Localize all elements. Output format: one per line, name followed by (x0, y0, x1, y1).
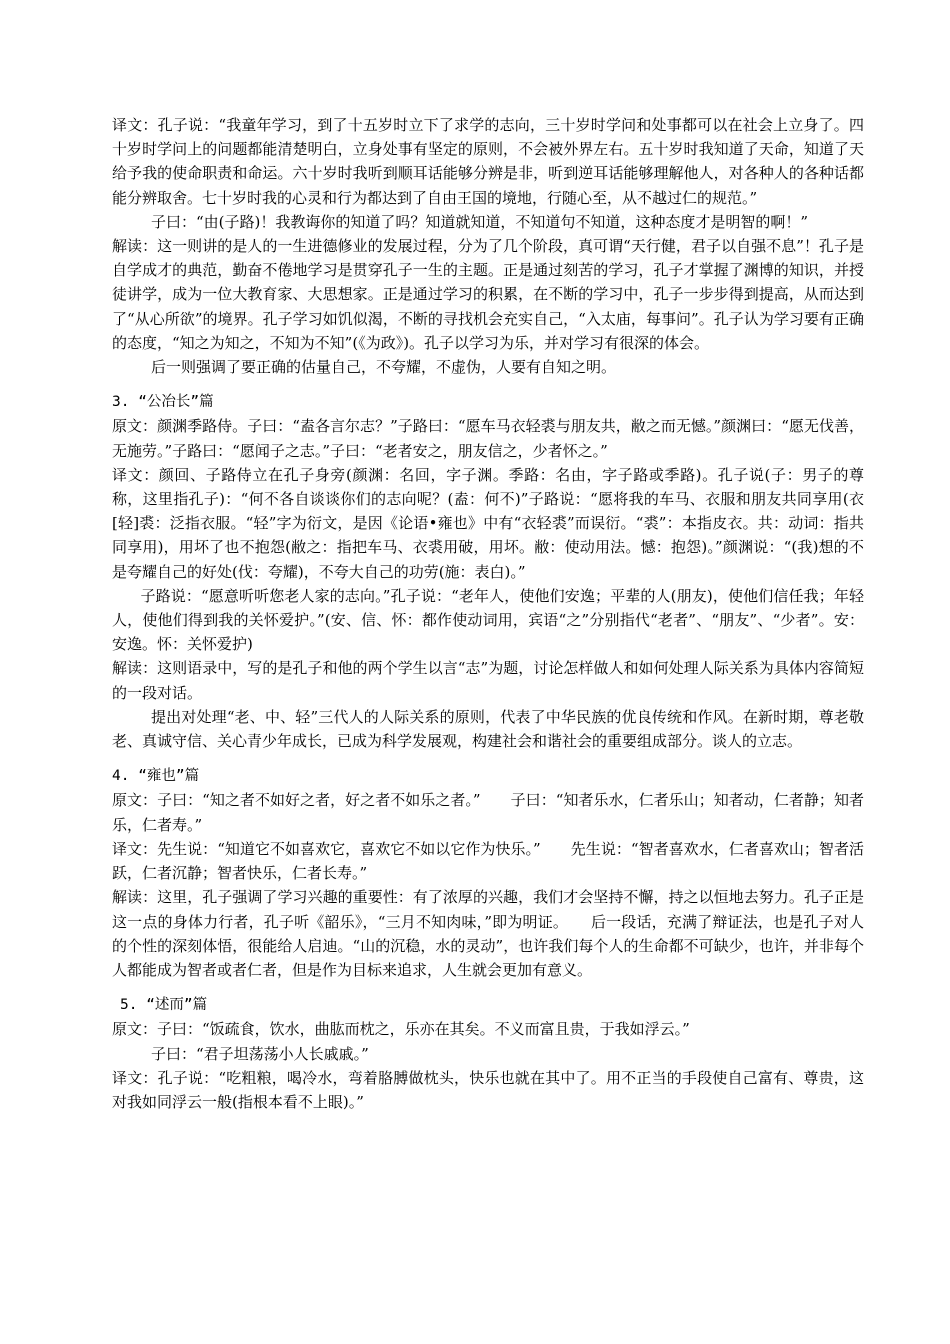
section3-note: 提出对处理“老、中、轻”三代人的人际关系的原则，代表了中华民族的优良传统和作风。在新时期，尊老敬老、真诚守信、关心青少年成长，已成为科学发展观，构建社会和谐社会的重要组成部分。谈人的立志。 (112, 707, 864, 751)
section4-heading: 4. “雍也”篇 (112, 768, 200, 785)
section3-interpretation: 解读：这则语录中，写的是孔子和他的两个学生以言“志”为题，讨论怎样做人和如何处理人际关系为具体内容简短的一段对话。 (112, 659, 864, 702)
spacer (112, 753, 864, 764)
section3-translation-continued: 子路说：“愿意听听您老人家的志向。”孔子说：“老年人，使他们安逸；平辈的人(朋友)，使他们信任我；年轻人，使他们得到我的关怀爱护。”(安、信、怀：都作使动词用，宾语“之”分别指代“老者”、“朋友”、“少者”。安：安逸。怀：关怀爱护) (112, 586, 864, 654)
section3-original: 原文：颜渊季路侍。子曰：“盍各言尔志？”子路曰：“愿车马衣轻裘与朋友共，敝之而无憾。”颜渊曰：“愿无伐善，无施劳。”子路曰：“愿闻子之志。”子曰：“老者安之，朋友信之，少者怀之。” (112, 417, 864, 460)
section2-note: 后一则强调了要正确的估量自己，不夸耀，不虚伪，人要有自知之明。 (151, 358, 617, 377)
section4-interpretation: 解读：这里，孔子强调了学习兴趣的重要性：有了浓厚的兴趣，我们才会坚持不懈，持之以恒地去努力。孔子正是这一点的身体力行者，孔子听《韶乐》，“三月不知肉味，”即为明证。 后一段话，充满了辩证法，也是孔子对人的个性的深刻体悟，很能给人启迪。“山的沉稳，水的灵动”，也许我们每个人的生命都不可缺少，也许，并非每个人都能成为智者或者仁者，但是作为目标来追求，人生就会更加有意义。 (112, 888, 864, 979)
section4-translation: 译文：先生说：“知道它不如喜欢它，喜欢它不如以它作为快乐。” 先生说：“智者喜欢水，仁者喜欢山；智者活跃，仁者沉静；智者快乐，仁者长寿。” (112, 839, 864, 883)
section2-quote: 子曰：“由(子路)！我教诲你的知道了吗？知道就知道，不知道句不知道，这种态度才是明智的啊！” (151, 212, 809, 231)
section3-translation: 译文：颜回、子路侍立在孔子身旁(颜渊：名回，字子渊。季路：名由，字子路或季路)。孔子说(子：男子的尊称，这里指孔子)：“何不各自谈谈你们的志向呢？(盍：何不)”子路说：“愿将我的车马、衣服和朋友共同享用(衣[轻]裘：泛指衣服。“轻”字为衍文，是因《论语•雍也》中有“衣轻裘”而误衍。“裘”：本指皮衣。共：动词：指共同享用)，用坏了也不抱怨(敝之：指把车马、衣裘用破，用坏。敝：使动用法。憾：抱怨)。”颜渊说：“(我)想的不是夸耀自己的好处(伐：夸耀)，不夸大自己的功劳(施：表白)。” (112, 465, 864, 581)
section5-translation: 译文：孔子说：“吃粗粮，喝冷水，弯着胳膊做枕头，快乐也就在其中了。用不正当的手段使自己富有、尊贵，这对我如同浮云一般(指根本看不上眼)。” (112, 1068, 864, 1111)
section5-heading: 5. “述而”篇 (120, 997, 208, 1014)
spacer (112, 982, 864, 993)
document-page (112, 113, 864, 1114)
section4-original: 原文：子曰：“知之者不如好之者，好之者不如乐之者。” 子曰：“知者乐水，仁者乐山；知者动，仁者静；知者乐，仁者寿。” (112, 791, 864, 834)
section3-heading: 3. “公冶长”篇 (112, 394, 214, 411)
section5-quote: 子曰：“君子坦荡荡小人长戚戚。” (151, 1044, 369, 1063)
section2-interpretation: 解读：这一则讲的是人的一生进德修业的发展过程，分为了几个阶段，真可谓“天行健，君子以自强不息”！孔子是自学成才的典范，勤奋不倦地学习是贯穿孔子一生的主题。正是通过刻苦的学习，孔子才掌握了渊博的知识，并授徒讲学，成为一位大教育家、大思想家。正是通过学习的积累，在不断的学习中，孔子一步步得到提高，从而达到了“从心所欲”的境界。孔子学习如饥似渴，不断的寻找机会充实自己，“入太庙，每事问”。孔子认为学习要有正确的态度，“知之为知之，不知为不知”(《为政》)。孔子以学习为乐，并对学习有很深的体会。 (112, 237, 864, 352)
section5-original: 原文：子曰：“饭疏食，饮水，曲肱而枕之，乐亦在其矣。不义而富且贵，于我如浮云。” (112, 1020, 690, 1039)
spacer (112, 379, 864, 390)
section2-translation: 译文：孔子说：“我童年学习，到了十五岁时立下了求学的志向，三十岁时学问和处事都可以在社会上立身了。四十岁时学问上的问题都能清楚明白，立身处事有坚定的原则，不会被外界左右。五十岁时我知道了天命，知道了天给予我的使命职责和命运。六十岁时我听到顺耳话能够分辨是非，听到逆耳话能够理解他人，对各种人的各种话都能分辨取舍。七十岁时我的心灵和行为都达到了自由王国的境地，行随心至，从不越过仁的规范。” (112, 116, 864, 207)
